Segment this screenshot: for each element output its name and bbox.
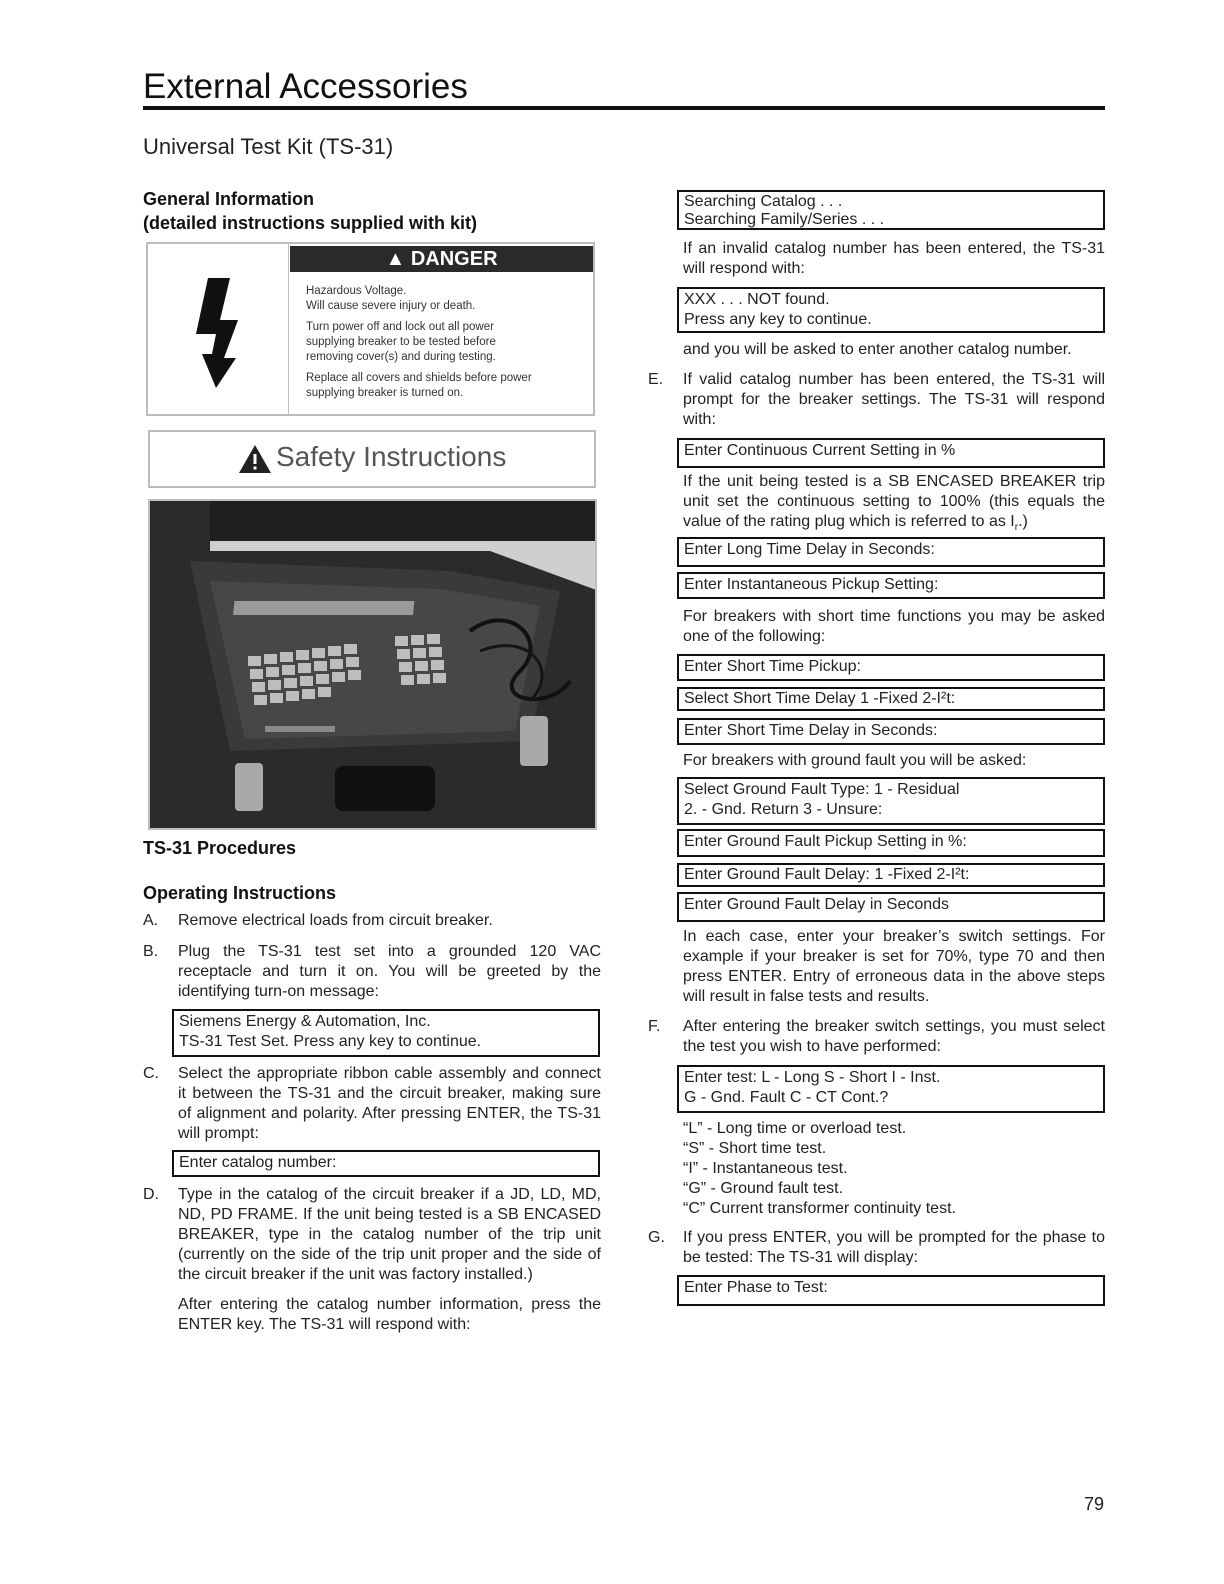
general-info-heading: General Information (detailed instructions supplied with kit) (143, 189, 478, 233)
test-type-item: “S” - Short time test. (683, 1140, 827, 1157)
short-time-delay-seconds-box: Enter Short Time Delay in Seconds: (677, 718, 1105, 745)
danger-label: ▲ DANGER Hazardous Voltage. Will cause severe injury or death. Turn power off and lock out all power supplying breaker to be tested before removing cover(s) and during testing. Replace all covers and shields before power supplying breaker is turned on. (146, 242, 595, 416)
test-type-item: “I” - Instantaneous test. (683, 1160, 848, 1177)
step-b: B. Plug the TS-31 test set into a grounded 120 VAC receptacle and turn it on. You will be greeted by the identifying turn-on message: (143, 943, 601, 1000)
ground-fault-type-box: Select Ground Fault Type: 1 - Residual 2. - Gnd. Return 3 - Unsure: (677, 777, 1105, 825)
test-kit-photo (148, 499, 597, 830)
test-type-item: “C” Current transformer continuity test. (683, 1200, 956, 1217)
enter-test-box: Enter test: L - Long S - Short I - Inst. G - Gnd. Fault C - CT Cont.? (677, 1065, 1105, 1113)
each-case-note: In each case, enter your breaker’s switch settings. For example if your breaker is set for 70%, type 70 and then press ENTER. Entry of erroneous data in the above steps will result in false tests and results. (683, 928, 1105, 1005)
enter-phase-box: Enter Phase to Test: (677, 1275, 1105, 1306)
short-time-delay-select-box: Select Short Time Delay 1 -Fixed 2-I²t: (677, 687, 1105, 711)
instantaneous-pickup-box: Enter Instantaneous Pickup Setting: (677, 572, 1105, 599)
test-type-item: “G” - Ground fault test. (683, 1180, 844, 1197)
page-number: 79 (1084, 1494, 1105, 1514)
invalid-catalog-note: If an invalid catalog number has been entered, the TS-31 will respond with: (683, 240, 1105, 277)
page-title: External Accessories (143, 68, 1105, 110)
warning-triangle-icon (238, 444, 272, 474)
continuous-current-box: Enter Continuous Current Setting in % (677, 438, 1105, 468)
searching-box: Searching Catalog . . . Searching Family/Series . . . (677, 190, 1105, 230)
operating-instructions-heading: Operating Instructions (143, 883, 337, 903)
short-time-note: For breakers with short time functions you may be asked one of the following: (683, 608, 1105, 645)
long-time-delay-box: Enter Long Time Delay in Seconds: (677, 537, 1105, 567)
short-time-pickup-box: Enter Short Time Pickup: (677, 654, 1105, 681)
another-catalog-note: and you will be asked to enter another catalog number. (683, 341, 1072, 358)
sb-encased-note: If the unit being tested is a SB ENCASED BREAKER trip unit set the continuous setting to 100% (this equals the value of the rating plug which is referred to as $I_r$.) (683, 473, 1105, 534)
procedures-heading: TS-31 Procedures (143, 838, 297, 858)
page-subtitle: Universal Test Kit (TS-31) (143, 134, 394, 159)
test-kit-case-image (150, 501, 597, 830)
test-types-list (683, 1119, 1105, 1219)
step-d-after: After entering the catalog number information, press the ENTER key. The TS-31 will respond with: (178, 1296, 601, 1333)
ground-fault-note: For breakers with ground fault you will be asked: (683, 752, 1027, 769)
danger-header: ▲ DANGER (290, 246, 593, 272)
test-type-item: “L” - Long time or overload test. (683, 1120, 907, 1137)
ground-fault-delay-select-box: Enter Ground Fault Delay: 1 -Fixed 2-I²t: (677, 863, 1105, 887)
safety-instructions-label: Safety Instructions (148, 430, 596, 488)
lightning-bolt-icon (186, 274, 250, 392)
step-e: E. If valid catalog number has been entered, the TS-31 will prompt for the breaker settings. The TS-31 will respond with: (648, 371, 1105, 428)
greeting-message-box: Siemens Energy & Automation, Inc. TS-31 Test Set. Press any key to continue. (172, 1009, 600, 1057)
step-a: A. Remove electrical loads from circuit breaker. (143, 912, 493, 929)
step-f: F. After entering the breaker switch settings, you must select the test you wish to have performed: (648, 1018, 1105, 1055)
step-g: G. If you press ENTER, you will be prompted for the phase to be tested: The TS-31 will display: (648, 1229, 1105, 1266)
catalog-prompt-box: Enter catalog number: (172, 1150, 600, 1177)
not-found-box: XXX . . . NOT found. Press any key to continue. (677, 287, 1105, 333)
step-d: D. Type in the catalog of the circuit breaker if a JD, LD, MD, ND, PD FRAME. If the unit being tested is a SB ENCASED BREAKER, type in the catalog number of the trip unit (currently on the side of the trip unit proper and the side of the circuit breaker if the unit was factory installed.) (143, 1186, 601, 1283)
step-c: C. Select the appropriate ribbon cable assembly and connect it between the TS-31 and the circuit breaker, making sure of alignment and polarity. After pressing ENTER, the TS-31 will prompt: (143, 1065, 601, 1142)
ground-fault-pickup-box: Enter Ground Fault Pickup Setting in %: (677, 829, 1105, 857)
ground-fault-delay-seconds-box: Enter Ground Fault Delay in Seconds (677, 892, 1105, 922)
